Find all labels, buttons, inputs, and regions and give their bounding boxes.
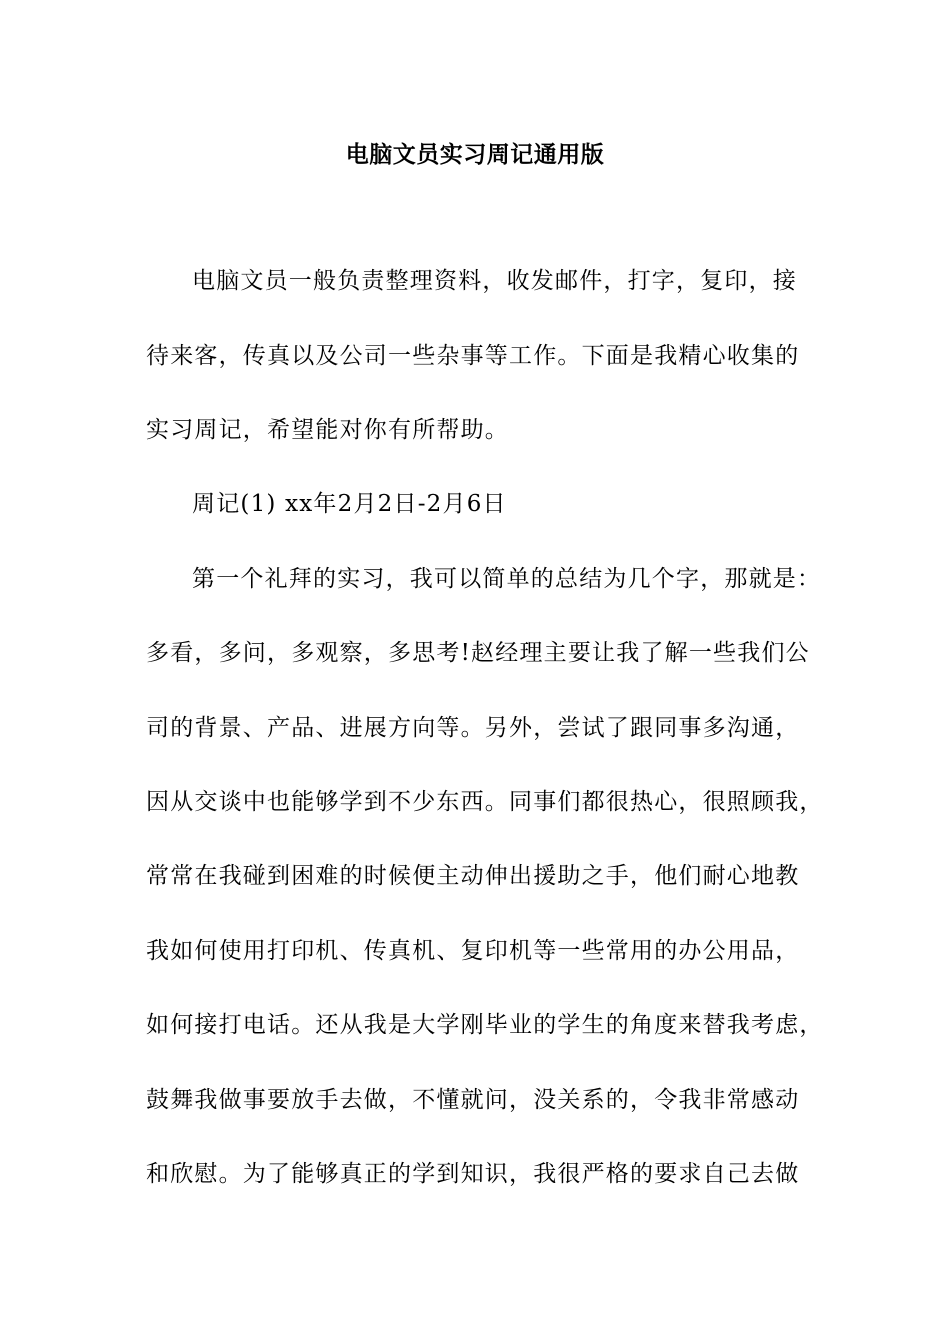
paragraph-line: 电脑文员一般负责整理资料，收发邮件，打字，复印，接: [192, 268, 797, 294]
paragraph-line: 多看，多问，多观察，多思考!赵经理主要让我了解一些我们公: [146, 640, 810, 666]
paragraph-line: 因从交谈中也能够学到不少东西。同事们都很热心，很照顾我，: [146, 789, 824, 815]
paragraph-line: 第一个礼拜的实习，我可以简单的总结为几个字，那就是：: [192, 566, 822, 592]
paragraph-line: 如何接打电话。还从我是大学刚毕业的学生的角度来替我考虑，: [146, 1012, 824, 1038]
paragraph-line: 周记(1) xx年2月2日-2月6日: [192, 491, 507, 517]
paragraph-line: 待来客，传真以及公司一些杂事等工作。下面是我精心收集的: [146, 343, 800, 369]
paragraph-line: 实习周记，希望能对你有所帮助。: [146, 417, 509, 443]
paragraph-line: 司的背景、产品、进展方向等。另外，尝试了跟同事多沟通，: [146, 715, 800, 741]
paragraph-line: 鼓舞我做事要放手去做，不懂就问，没关系的，令我非常感动: [146, 1087, 800, 1113]
paragraph-line: 常常在我碰到困难的时候便主动伸出援助之手，他们耐心地教: [146, 863, 800, 889]
document-title: 电脑文员实习周记通用版: [345, 141, 605, 168]
paragraph-line: 和欣慰。为了能够真正的学到知识，我很严格的要求自己去做: [146, 1161, 800, 1187]
paragraph-line: 我如何使用打印机、传真机、复印机等一些常用的办公用品，: [146, 938, 800, 964]
